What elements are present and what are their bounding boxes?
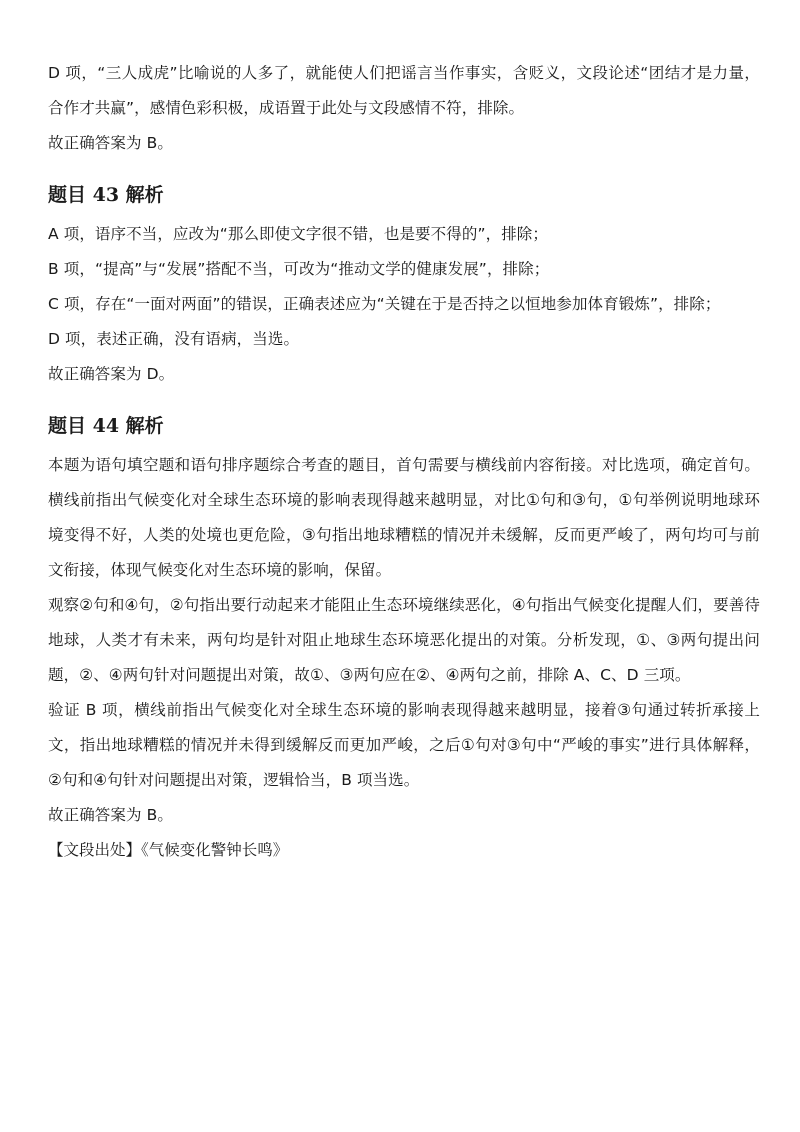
- document-page: [48, 56, 760, 868]
- q43-option-a-analysis: A 项，语序不当，应改为“那么即使文字很不错，也是要不得的”，排除；: [48, 225, 548, 243]
- q44-answer: 故正确答案为 B。: [48, 806, 173, 824]
- q44-heading: 题目 44 解析: [48, 415, 164, 437]
- q43-option-d-analysis: D 项，表述正确，没有语病，当选。: [48, 330, 300, 348]
- q42-option-d-analysis: D 项，“三人成虎”比喻说的人多了，就能使人们把谣言当作事实，含贬义，文段论述“团结才是力量，合作才共赢”，感情色彩积极，成语置于此处与文段感情不符，排除。: [48, 64, 760, 117]
- q44-paragraph-2: 观察②句和④句，②句指出要行动起来才能阻止生态环境继续恶化，④句指出气候变化提醒人们，要善待地球，人类才有未来，两句均是针对阻止地球生态环境恶化提出的对策。分析发现，①、③两句提出问题，②、④两句针对问题提出对策，故①、③两句应在②、④两句之前，排除 A、C、D 三项。: [48, 596, 760, 684]
- q43-heading: 题目 43 解析: [48, 184, 164, 206]
- q44-paragraph-3: 验证 B 项，横线前指出气候变化对全球生态环境的影响表现得越来越明显，接着③句通过转折承接上文，指出地球糟糕的情况并未得到缓解反而更加严峻，之后①句对③句中“严峻的事实”进行具体解释，②句和④句针对问题提出对策，逻辑恰当，B 项当选。: [48, 701, 760, 789]
- q43-answer: 故正确答案为 D。: [48, 365, 175, 383]
- q43-option-c-analysis: C 项，存在“一面对两面”的错误，正确表述应为“关键在于是否持之以恒地参加体育锻炼”，排除；: [48, 295, 721, 313]
- q42-answer: 故正确答案为 B。: [48, 134, 173, 152]
- q43-option-b-analysis: B 项，“提高”与“发展”搭配不当，可改为“推动文学的健康发展”，排除；: [48, 260, 550, 278]
- q44-paragraph-1: 本题为语句填空题和语句排序题综合考查的题目，首句需要与横线前内容衔接。对比选项，确定首句。横线前指出气候变化对全球生态环境的影响表现得越来越明显，对比①句和③句，①句举例说明地球环境变得不好，人类的处境也更危险，③句指出地球糟糕的情况并未缓解，反而更严峻了，两句均可与前文衔接，体现气候变化对生态环境的影响，保留。: [48, 456, 760, 579]
- q44-source: 【文段出处】《气候变化警钟长鸣》: [48, 841, 289, 859]
